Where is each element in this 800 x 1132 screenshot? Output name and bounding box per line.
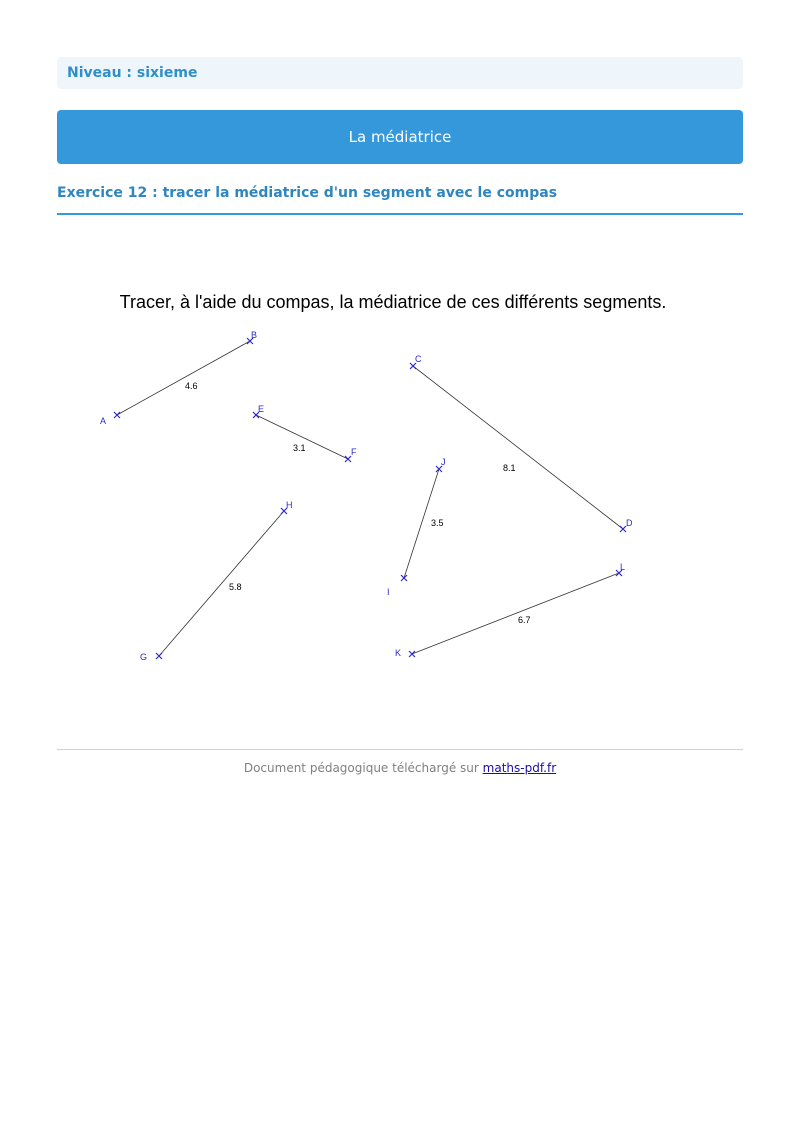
segment-AB xyxy=(100,330,257,426)
exercise-heading: Exercice 12 : tracer la médiatrice d'un segment avec le compas xyxy=(57,185,743,215)
footer-text: Document pédagogique téléchargé sur xyxy=(243,761,479,775)
footer-link[interactable]: maths-pdf.fr xyxy=(482,761,557,775)
point-B-label: B xyxy=(251,330,258,340)
level-label xyxy=(57,57,743,89)
segment-CD xyxy=(410,354,633,532)
point-I-cross xyxy=(401,575,407,581)
point-K-label: K xyxy=(395,648,402,658)
segment-EF xyxy=(253,404,357,462)
segment-IJ xyxy=(387,457,446,597)
point-D-label: D xyxy=(626,518,633,528)
point-K-cross xyxy=(409,651,415,657)
segments-figure xyxy=(57,280,743,680)
point-A-cross xyxy=(114,412,120,418)
instruction-text: Tracer, à l'aide du compas, la médiatrice de ces différents segments. xyxy=(119,292,667,312)
length-EF: 3.1 xyxy=(293,443,306,453)
segment-GH xyxy=(140,500,293,662)
point-C-label: C xyxy=(415,354,422,364)
point-J-label: J xyxy=(441,457,446,467)
page-title: La médiatrice xyxy=(348,128,452,146)
length-KL: 6.7 xyxy=(518,615,531,625)
length-IJ: 3.5 xyxy=(431,518,444,528)
level-text: Niveau : sixieme xyxy=(67,65,198,81)
point-G-label: G xyxy=(140,652,148,662)
title-banner xyxy=(57,110,743,164)
footer-divider xyxy=(57,749,743,750)
point-I-label: I xyxy=(387,587,390,597)
point-H-label: H xyxy=(286,500,293,510)
point-F-label: F xyxy=(351,447,357,457)
length-AB: 4.6 xyxy=(185,381,198,391)
footer xyxy=(57,761,743,775)
point-L-label: L xyxy=(620,562,626,572)
length-CD: 8.1 xyxy=(503,463,516,473)
point-G-cross xyxy=(156,653,162,659)
point-A-label: A xyxy=(100,416,107,426)
length-GH: 5.8 xyxy=(229,582,242,592)
exercise-figure xyxy=(57,280,743,680)
point-E-label: E xyxy=(258,404,265,414)
segment-KL xyxy=(395,562,625,658)
